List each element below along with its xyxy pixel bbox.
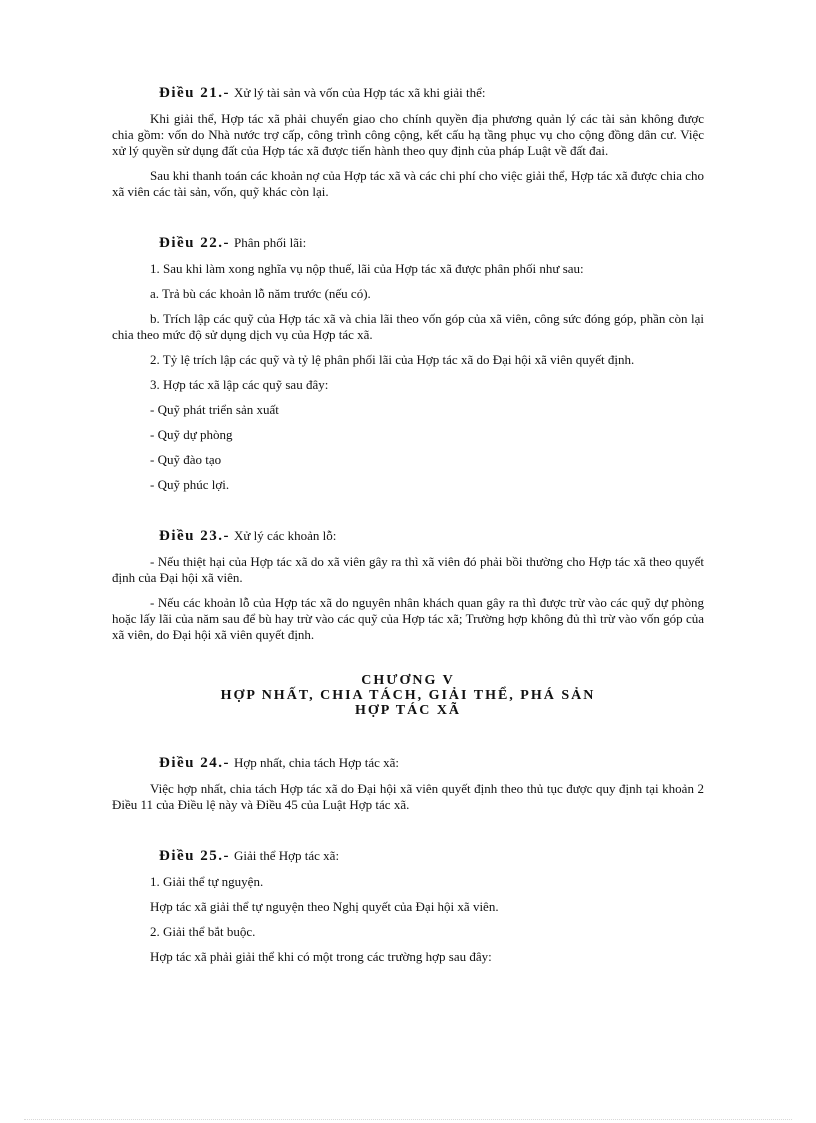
paragraph: 2. Giải thể bắt buộc.: [150, 924, 256, 939]
list-item: - Quỹ phát triển sản xuất: [150, 402, 279, 417]
article-title: Xử lý tài sản và vốn của Hợp tác xã khi giải thể:: [234, 85, 486, 100]
chapter-heading: [112, 673, 704, 718]
article-heading: [159, 754, 704, 772]
article-heading: [159, 527, 704, 545]
article-title: Giải thể Hợp tác xã:: [234, 848, 340, 863]
document-page: [112, 84, 704, 974]
chapter-title-continued: HỢP TÁC XÃ: [354, 703, 462, 718]
article-21: [112, 84, 704, 200]
article-heading: [159, 84, 704, 102]
article-title: Hợp nhất, chia tách Hợp tác xã:: [234, 755, 399, 770]
article-25: [112, 847, 704, 965]
paragraph: 1. Sau khi làm xong nghĩa vụ nộp thuế, lãi của Hợp tác xã được phân phối như sau:: [150, 261, 584, 276]
article-title: Xử lý các khoản lỗ:: [234, 528, 337, 543]
page-bottom-rule: [24, 1119, 792, 1120]
article-22: [112, 234, 704, 493]
article-heading: [159, 234, 704, 252]
paragraph: Khi giải thể, Hợp tác xã phải chuyển giao cho chính quyền địa phương quản lý các tài sản không được chia gồm: vốn do Nhà nước trợ cấp, công trình công cộng, kết cấu hạ tầng phục vụ cho cộng đồng dân cư. Việc xử lý quyền sử dụng đất của Hợp tác xã được tiến hành theo quy định của pháp Luật về đất đai.: [112, 111, 704, 158]
paragraph: Hợp tác xã phải giải thể khi có một trong các trường hợp sau đây:: [150, 949, 492, 964]
paragraph: b. Trích lập các quỹ của Hợp tác xã và chia lãi theo vốn góp của xã viên, công sức đóng góp, phần còn lại chia theo mức độ sử dụng dịch vụ của Hợp tác xã.: [112, 311, 704, 342]
article-number: Điều 21.-: [159, 85, 230, 101]
paragraph: a. Trả bù các khoản lỗ năm trước (nếu có).: [150, 286, 371, 301]
list-item: - Quỹ đào tạo: [150, 452, 222, 467]
article-23: [112, 527, 704, 643]
paragraph: 1. Giải thể tự nguyện.: [150, 874, 264, 889]
paragraph: Việc hợp nhất, chia tách Hợp tác xã do Đại hội xã viên quyết định theo thủ tục được quy định tại khoản 2 Điều 11 của Điều lệ này và Điều 45 của Luật Hợp tác xã.: [112, 781, 704, 812]
article-number: Điều 23.-: [159, 528, 230, 544]
article-24: [112, 754, 704, 813]
list-item: - Quỹ dự phòng: [150, 427, 233, 442]
paragraph: - Nếu các khoản lỗ của Hợp tác xã do nguyên nhân khách quan gây ra thì được trừ vào các quỹ dự phòng hoặc lấy lãi của năm sau để bù hay trừ vào các quỹ của Hợp tác xã; Trường hợp không đủ thì trừ vào vốn góp của xã viên, do Đại hội xã viên quyết định.: [112, 595, 704, 642]
paragraph: 3. Hợp tác xã lập các quỹ sau đây:: [150, 377, 329, 392]
paragraph: Hợp tác xã giải thể tự nguyện theo Nghị quyết của Đại hội xã viên.: [150, 899, 499, 914]
list-item: - Quỹ phúc lợi.: [150, 477, 230, 492]
article-number: Điều 24.-: [159, 755, 230, 771]
chapter-number: CHƯƠNG V: [361, 673, 455, 688]
article-number: Điều 25.-: [159, 848, 230, 864]
paragraph: - Nếu thiệt hại của Hợp tác xã do xã viên gây ra thì xã viên đó phải bồi thường cho Hợp tác xã theo quyết định của Đại hội xã viên.: [112, 554, 704, 585]
article-title: Phân phối lãi:: [234, 235, 307, 250]
article-heading: [159, 847, 704, 865]
chapter-title: HỢP NHẤT, CHIA TÁCH, GIẢI THỂ, PHÁ SẢN: [220, 688, 596, 703]
paragraph: Sau khi thanh toán các khoản nợ của Hợp tác xã và các chi phí cho việc giải thể, Hợp tác xã được chia cho xã viên các tài sản, vốn, quỹ khác còn lại.: [112, 168, 704, 199]
paragraph: 2. Tỷ lệ trích lập các quỹ và tỷ lệ phân phối lãi của Hợp tác xã do Đại hội xã viên quyết định.: [150, 352, 635, 367]
article-number: Điều 22.-: [159, 235, 230, 251]
